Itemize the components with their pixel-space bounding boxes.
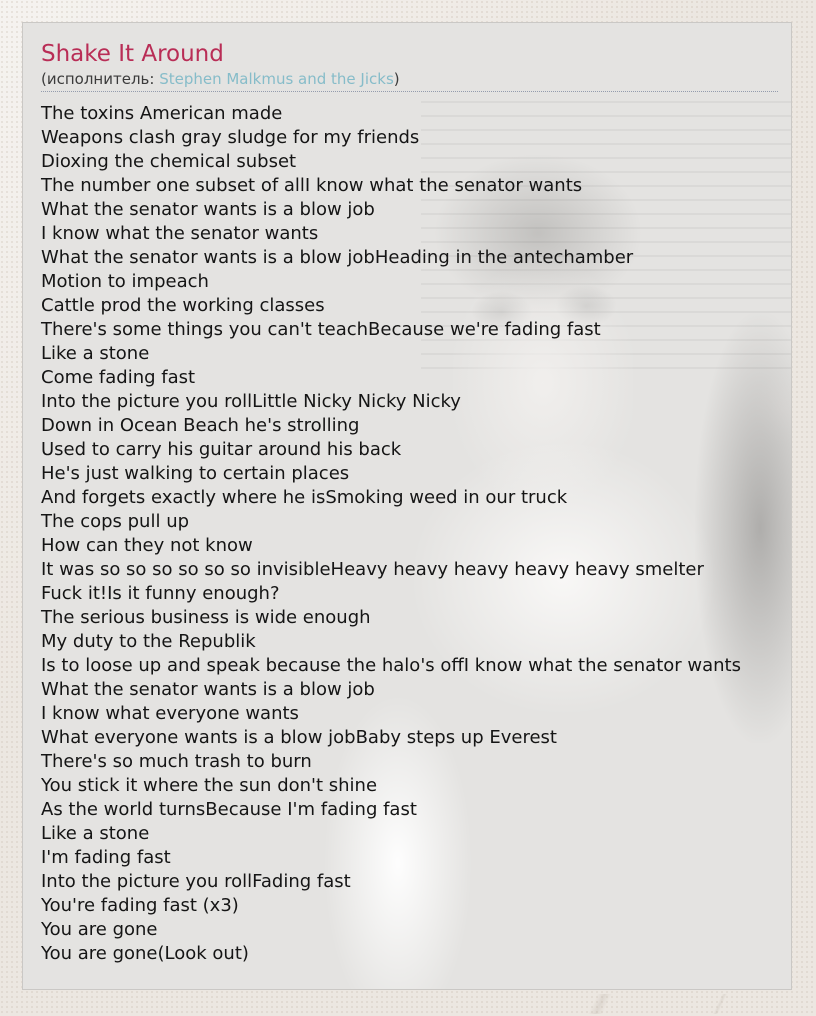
lyric-line: Into the picture you rollLittle Nicky Nicky Nicky — [41, 391, 461, 412]
lyric-line: As the world turnsBecause I'm fading fast — [41, 799, 417, 820]
lyric-line: Like a stone — [41, 343, 150, 364]
lyric-line: Cattle prod the working classes — [41, 295, 325, 316]
lyric-line: What everyone wants is a blow jobBaby steps up Everest — [41, 727, 557, 748]
lyric-line: The toxins American made — [41, 103, 283, 124]
lyric-line: And forgets exactly where he isSmoking weed in our truck — [41, 487, 568, 508]
lyric-line: It was so so so so so so invisibleHeavy heavy heavy heavy heavy smelter — [41, 559, 704, 580]
lyric-line: Weapons clash gray sludge for my friends — [41, 127, 420, 148]
lyric-line: You are gone — [41, 919, 158, 940]
lyric-line: You are gone(Look out) — [41, 943, 249, 964]
lyric-line: Dioxing the chemical subset — [41, 151, 297, 172]
lyric-line: Come fading fast — [41, 367, 196, 388]
lyric-line: The serious business is wide enough — [41, 607, 371, 628]
lyric-line: The cops pull up — [41, 511, 190, 532]
lyric-line: Into the picture you rollFading fast — [41, 871, 351, 892]
lyric-line: Is to loose up and speak because the halo's offI know what the senator wants — [41, 655, 741, 676]
lyric-line: My duty to the Republik — [41, 631, 256, 652]
lyric-line: He's just walking to certain places — [41, 463, 350, 484]
lyric-line: There's so much trash to burn — [41, 751, 312, 772]
lyric-line: I know what everyone wants — [41, 703, 299, 724]
lyric-line: You're fading fast (x3) — [41, 895, 239, 916]
panel-content — [23, 40, 791, 966]
lyrics-text — [41, 102, 791, 966]
page-title: Shake It Around — [41, 41, 224, 67]
subtitle-suffix: ) — [393, 70, 400, 88]
lyric-line: Motion to impeach — [41, 271, 209, 292]
lyric-line: You stick it where the sun don't shine — [41, 775, 378, 796]
lyric-line: Used to carry his guitar around his back — [41, 439, 402, 460]
dotted-separator — [41, 91, 778, 92]
subtitle-prefix: (исполнитель: — [41, 70, 160, 88]
lyric-line: There's some things you can't teachBecause we're fading fast — [41, 319, 601, 340]
lyrics-panel — [22, 22, 792, 990]
lyric-line: I'm fading fast — [41, 847, 171, 868]
artist-subtitle — [41, 70, 791, 89]
lyric-line: What the senator wants is a blow jobHeading in the antechamber — [41, 247, 634, 268]
lyric-line: How can they not know — [41, 535, 253, 556]
lyric-line: Like a stone — [41, 823, 150, 844]
lyric-line: I know what the senator wants — [41, 223, 319, 244]
lyric-line: Down in Ocean Beach he's strolling — [41, 415, 360, 436]
artist-link[interactable]: Stephen Malkmus and the Jicks — [159, 70, 394, 88]
lyric-line: What the senator wants is a blow job — [41, 679, 375, 700]
lyric-line: The number one subset of allI know what the senator wants — [41, 175, 583, 196]
lyric-line: Fuck it!Is it funny enough? — [41, 583, 280, 604]
lyric-line: What the senator wants is a blow job — [41, 199, 375, 220]
